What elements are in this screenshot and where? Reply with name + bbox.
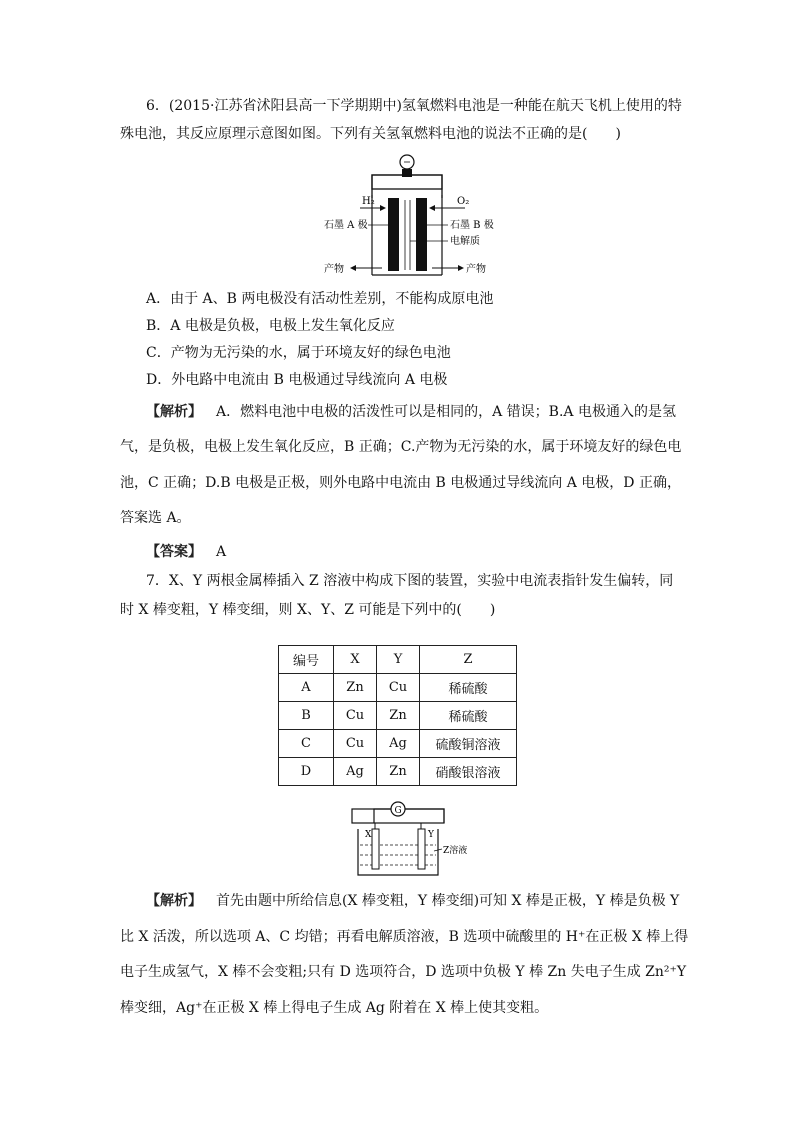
table-cell: B — [279, 702, 334, 730]
q6-option-b: B．A 电极是负极，电极上发生氧化反应 — [146, 318, 395, 334]
table-cell: 硝酸银溶液 — [420, 758, 517, 786]
external-wire — [372, 175, 442, 198]
label-electrolyte: 电解质 — [450, 236, 480, 247]
galvanic-cell-diagram — [350, 793, 480, 879]
analysis-tag: 【解析】 — [146, 404, 202, 420]
label-product-left: 产物 — [324, 264, 344, 275]
q7-stem-line-2: 时 X 棒变粗，Y 棒变细，则 X、Y、Z 可能是下列中的( ) — [120, 602, 496, 618]
table-cell: 稀硫酸 — [420, 702, 517, 730]
q6-option-d: D．外电路中电流由 B 电极通过导线流向 A 电极 — [146, 372, 448, 388]
q6-option-a: A．由于 A、B 两电极没有活动性差别，不能构成原电池 — [146, 291, 494, 307]
label-product-right: 产物 — [466, 264, 486, 275]
rod-x — [372, 829, 379, 869]
q6-answer — [146, 542, 706, 562]
label-h2: H₂ — [362, 196, 375, 207]
table-header-cell: X — [334, 646, 377, 674]
table-cell: 稀硫酸 — [420, 674, 517, 702]
table-cell: Zn — [377, 758, 420, 786]
q6-analysis-line-3: 池，C 正确；D.B 电极是正极，则外电路中电流由 B 电极通过导线流向 A 电极，D 正确， — [120, 475, 681, 491]
table-cell: Cu — [334, 730, 377, 758]
table-cell: A — [279, 674, 334, 702]
table-header-cell: 编号 — [279, 646, 334, 674]
table-cell: D — [279, 758, 334, 786]
table-row — [279, 702, 517, 730]
table-cell: Ag — [377, 730, 420, 758]
table-cell: Ag — [334, 758, 377, 786]
q6-stem-line-1: 6．(2015·江苏省沭阳县高一下学期期中)氢氧燃料电池是一种能在航天飞机上使用的特 — [146, 98, 682, 114]
fuel-cell-diagram — [320, 150, 510, 282]
table-header-row — [279, 646, 517, 674]
label-y: Y — [428, 830, 434, 840]
table-row — [279, 758, 517, 786]
label-o2: O₂ — [457, 196, 470, 207]
q7-options-table — [278, 645, 517, 786]
q6-analysis-line-2: 气，是负极，电极上发生氧化反应，B 正确；C.产物为无污染的水，属于环境友好的绿色电 — [120, 439, 682, 455]
q7-analysis-line-3: 电子生成氢气，X 棒不会变粗;只有 D 选项符合，D 选项中负极 Y 棒 Zn 失电子生成 Zn²⁺Y — [120, 964, 687, 980]
answer-tag: 【答案】 — [146, 544, 202, 560]
table-header-cell: Y — [377, 646, 420, 674]
label-x: X — [365, 830, 372, 840]
table-row — [279, 730, 517, 758]
q7-analysis-line-4: 棒变细，Ag⁺在正极 X 棒上得电子生成 Ag 附着在 X 棒上使其变粗。 — [120, 1000, 549, 1016]
q6-option-c: C．产物为无污染的水，属于环境友好的绿色电池 — [146, 345, 451, 361]
label-electrode-a: 石墨 A 极 — [324, 220, 368, 231]
table-header-cell: Z — [420, 646, 517, 674]
label-electrode-b: 石墨 B 极 — [450, 220, 494, 231]
table-cell: C — [279, 730, 334, 758]
table-cell: Cu — [377, 674, 420, 702]
answer-value: A — [216, 544, 227, 560]
table-cell: Cu — [334, 702, 377, 730]
q6-analysis-line-4: 答案选 A。 — [120, 510, 191, 526]
label-z-solution: Z溶液 — [443, 846, 468, 856]
bulb-base — [402, 169, 412, 177]
table-cell: Zn — [334, 674, 377, 702]
rod-y — [418, 829, 425, 869]
q7-analysis-line-1: 【解析】 首先由题中所给信息(X 棒变粗，Y 棒变细)可知 X 棒是正极，Y 棒是负极 Y — [146, 893, 680, 909]
label-g: G — [394, 806, 402, 816]
electrode-a — [388, 198, 399, 271]
table-cell: Zn — [377, 702, 420, 730]
q6-analysis-line-1: 【解析】 A．燃料电池中电极的活泼性可以是相同的，A 错误；B.A 电极通入的是氢 — [146, 404, 676, 420]
q6-stem-line-2: 殊电池，其反应原理示意图如图。下列有关氢氧燃料电池的说法不正确的是( ) — [120, 126, 621, 142]
table-row — [279, 674, 517, 702]
q7-analysis-line-2: 比 X 活泼，所以选项 A、C 均错；再看电解质溶液，B 选项中硫酸里的 H⁺在正极 X 棒上得 — [120, 929, 689, 945]
table-cell: 硫酸铜溶液 — [420, 730, 517, 758]
electrode-b — [416, 198, 427, 271]
q7-stem-line-1: 7．X、Y 两根金属棒插入 Z 溶液中构成下图的装置，实验中电流表指针发生偏转，同 — [146, 573, 674, 589]
analysis-tag: 【解析】 — [146, 893, 202, 909]
